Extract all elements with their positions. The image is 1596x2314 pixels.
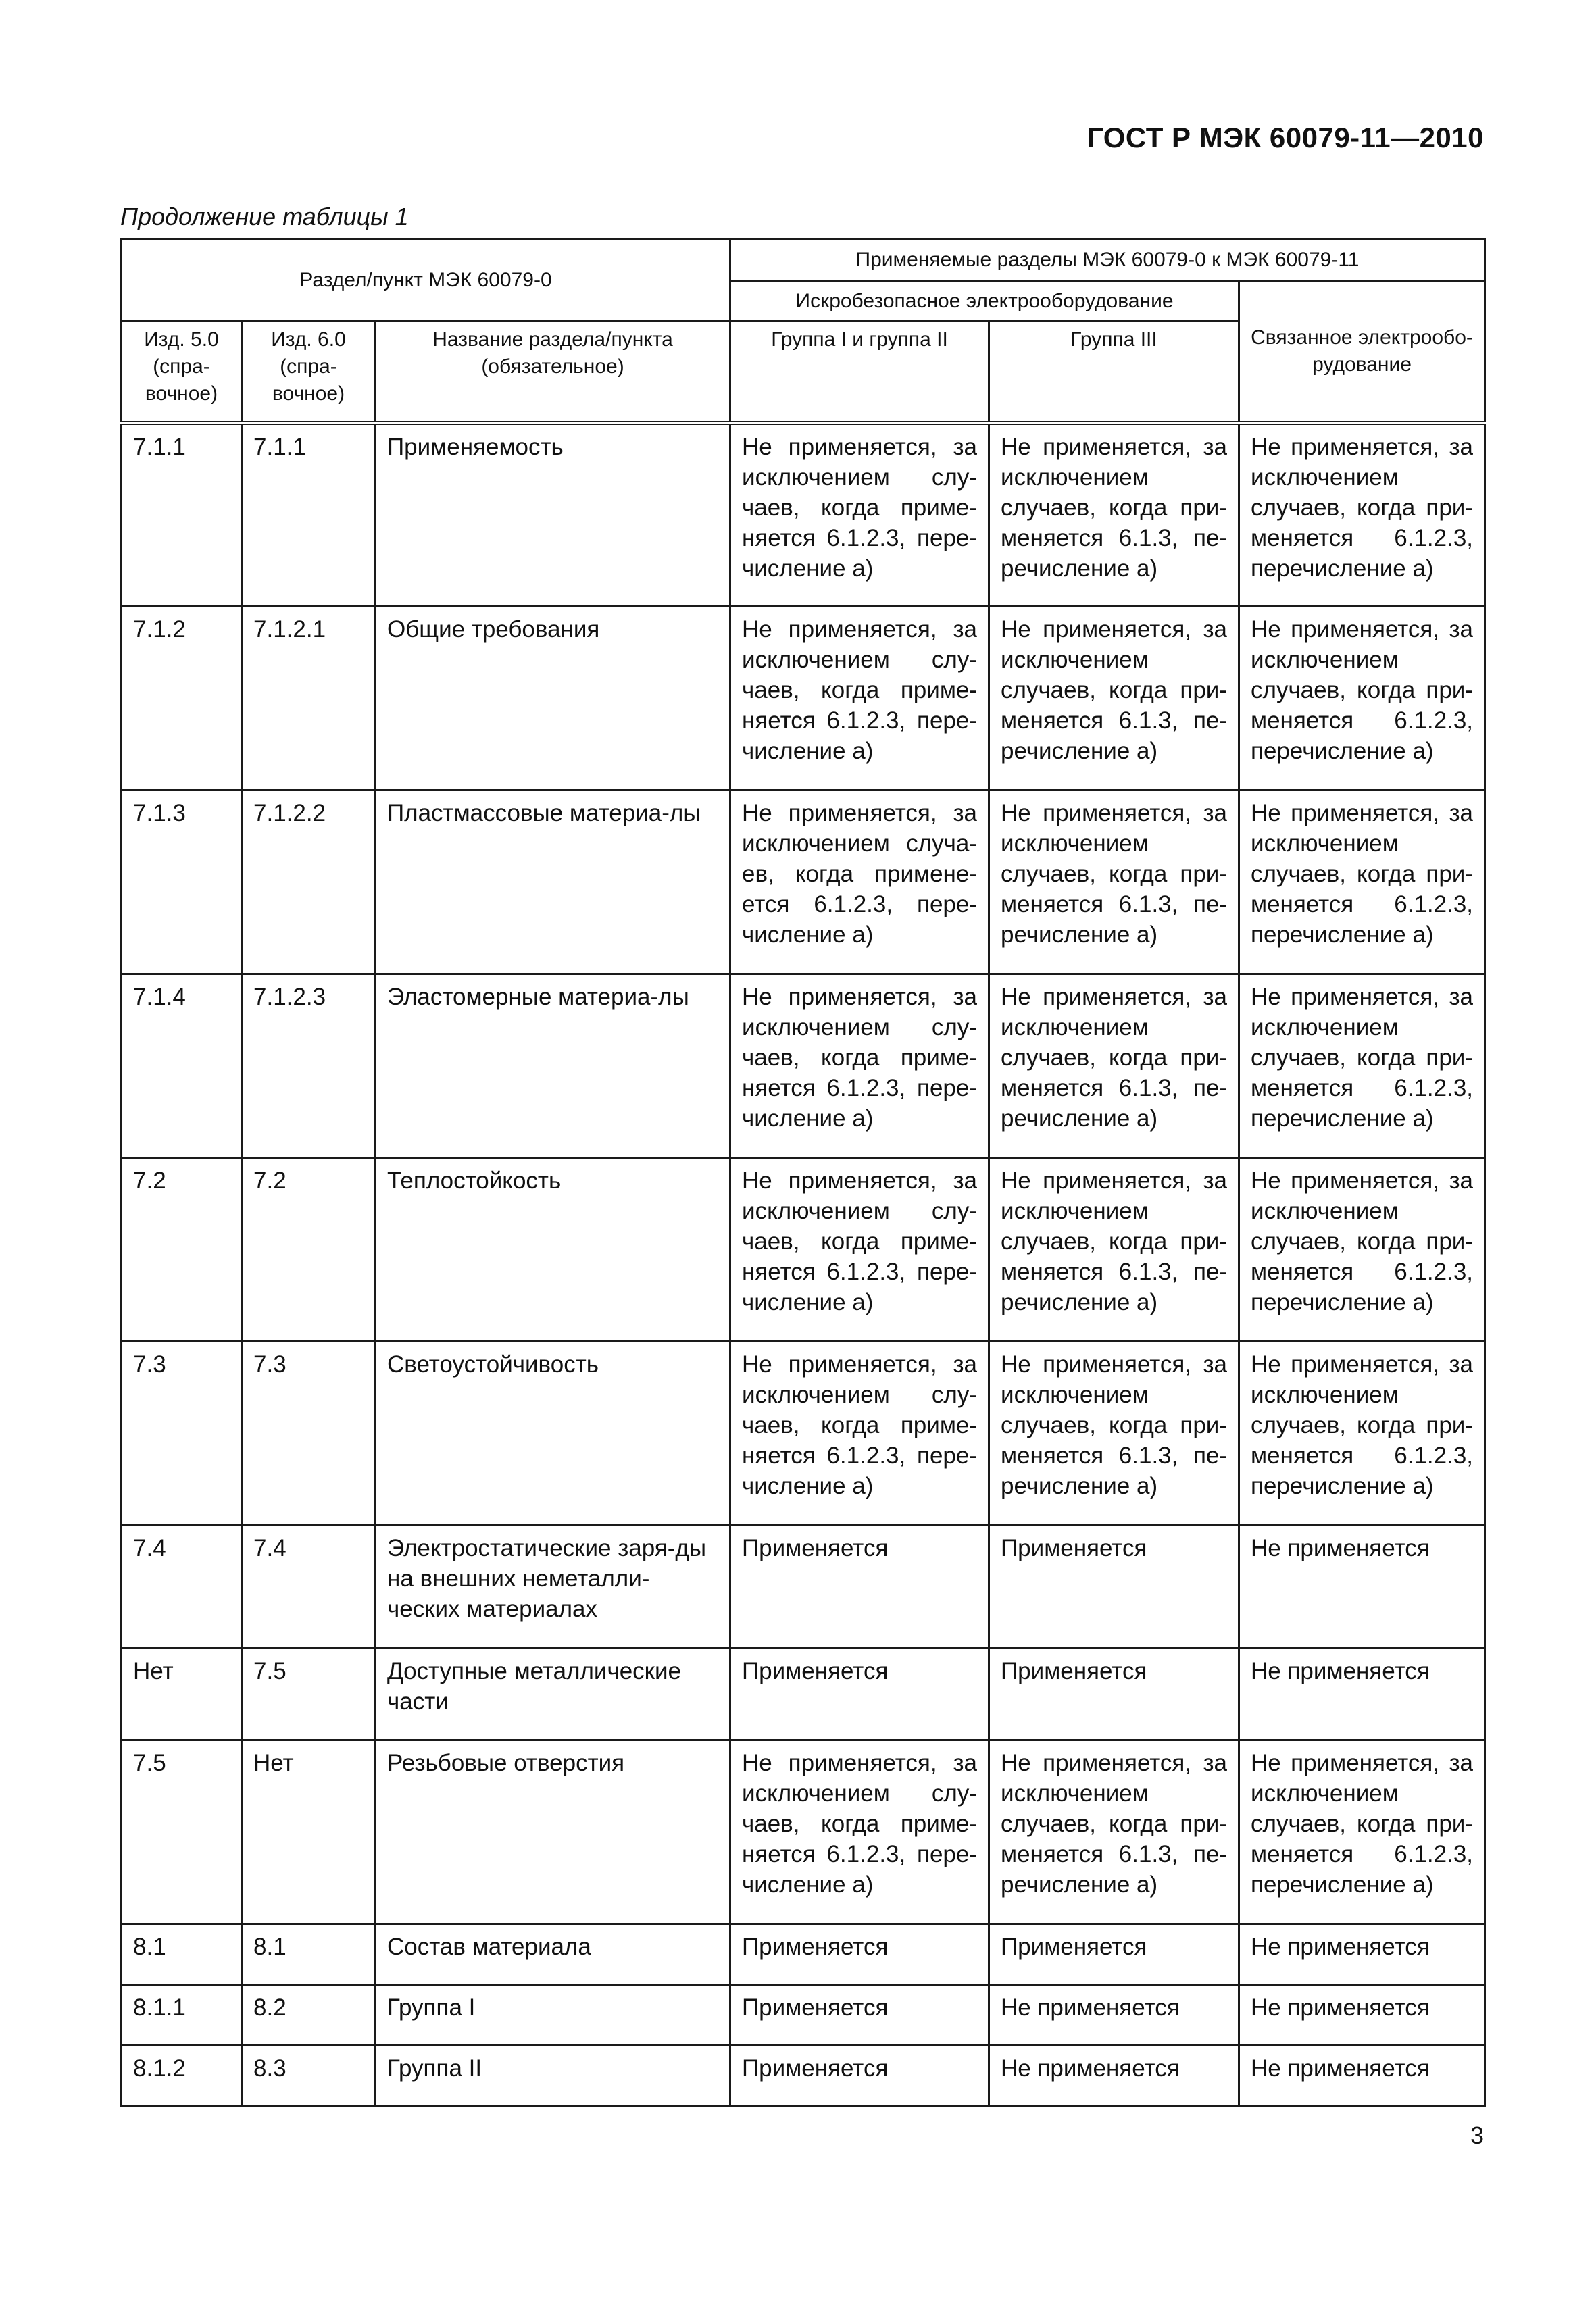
cell-name: Теплостойкость <box>376 1158 730 1342</box>
cell-name: Общие требования <box>376 607 730 790</box>
cell-group-iii: Не применяется, за исключением случаев, когда при-меняется 6.1.3, пе-речисление а) <box>989 974 1239 1158</box>
cell-associated: Не применяется <box>1239 2046 1485 2107</box>
cell-group-i-ii: Не применяется, за исключением слу-чаев, когда приме-няется 6.1.2.3, пере-числение а) <box>730 1740 989 1924</box>
cell-ed60: 8.3 <box>242 2046 376 2107</box>
cell-ed60: 7.1.2.1 <box>242 607 376 790</box>
cell-name: Применяемость <box>376 423 730 607</box>
cell-ed50: 7.1.2 <box>122 607 242 790</box>
table-row <box>122 1526 1485 1649</box>
cell-associated: Не применяется <box>1239 1526 1485 1649</box>
header-group-iii: Группа III <box>989 322 1239 423</box>
cell-associated: Не применяется <box>1239 1985 1485 2046</box>
cell-group-i-ii: Не применяется, за исключением слу-чаев, когда приме-няется 6.1.2.3, пере-числение а) <box>730 423 989 607</box>
page-number: 3 <box>1470 2121 1484 2149</box>
cell-ed50: 7.4 <box>122 1526 242 1649</box>
table-row <box>122 1924 1485 1985</box>
cell-name: Резьбовые отверстия <box>376 1740 730 1924</box>
cell-name: Состав материала <box>376 1924 730 1985</box>
cell-ed60: Нет <box>242 1740 376 1924</box>
cell-name: Светоустойчивость <box>376 1342 730 1526</box>
cell-group-iii: Не применяется, за исключением случаев, когда при-меняется 6.1.3, пе-речисление а) <box>989 790 1239 974</box>
cell-ed60: 7.2 <box>242 1158 376 1342</box>
table-row <box>122 974 1485 1158</box>
cell-associated: Не применяется, за исключением случаев, когда при-меняется 6.1.2.3, перечисление а) <box>1239 1158 1485 1342</box>
applicability-table <box>120 238 1486 2107</box>
cell-group-i-ii: Не применяется, за исключением слу-чаев, когда приме-няется 6.1.2.3, пере-числение а) <box>730 1342 989 1526</box>
cell-group-iii: Применяется <box>989 1526 1239 1649</box>
cell-ed50: 7.3 <box>122 1342 242 1526</box>
cell-associated: Не применяется, за исключением случаев, когда при-меняется 6.1.2.3, перечисление а) <box>1239 423 1485 607</box>
cell-ed50: 8.1.2 <box>122 2046 242 2107</box>
cell-group-iii: Применяется <box>989 1924 1239 1985</box>
cell-ed60: 7.4 <box>242 1526 376 1649</box>
table-continuation-caption: Продолжение таблицы 1 <box>120 203 409 230</box>
cell-group-i-ii: Не применяется, за исключением слу-чаев, когда приме-няется 6.1.2.3, пере-числение а) <box>730 1158 989 1342</box>
cell-ed60: 7.5 <box>242 1649 376 1740</box>
cell-group-iii: Применяется <box>989 1649 1239 1740</box>
cell-group-iii: Не применяется <box>989 1985 1239 2046</box>
cell-name: Группа II <box>376 2046 730 2107</box>
cell-group-i-ii: Не применяется, за исключением слу-чаев, когда приме-няется 6.1.2.3, пере-числение а) <box>730 607 989 790</box>
cell-ed60: 7.1.2.2 <box>242 790 376 974</box>
cell-ed50: 7.2 <box>122 1158 242 1342</box>
cell-group-i-ii: Не применяется, за исключением слу-чаев, когда приме-няется 6.1.2.3, пере-числение а) <box>730 974 989 1158</box>
cell-ed50: Нет <box>122 1649 242 1740</box>
cell-group-iii: Не применяется, за исключением случаев, когда при-меняется 6.1.3, пе-речисление а) <box>989 1740 1239 1924</box>
cell-associated: Не применяется, за исключением случаев, когда при-меняется 6.1.2.3, перечисление а) <box>1239 1740 1485 1924</box>
cell-group-iii: Не применяется, за исключением случаев, когда при-меняется 6.1.3, пе-речисление а) <box>989 423 1239 607</box>
cell-group-i-ii: Не применяется, за исключением случа-ев, когда примене-ется 6.1.2.3, пере-числение а) <box>730 790 989 974</box>
cell-name: Доступные металлические части <box>376 1649 730 1740</box>
header-associated: Связанное электрообо-рудование <box>1239 281 1485 423</box>
cell-name: Пластмассовые материа-лы <box>376 790 730 974</box>
header-section-group: Раздел/пункт МЭК 60079-0 <box>122 239 730 322</box>
cell-associated: Не применяется, за исключением случаев, когда при-меняется 6.1.2.3, перечисление а) <box>1239 1342 1485 1526</box>
header-intrinsic-group: Искробезопасное электрооборудование <box>730 281 1239 322</box>
cell-associated: Не применяется <box>1239 1649 1485 1740</box>
table-row <box>122 1649 1485 1740</box>
header-row-1 <box>122 239 1485 281</box>
cell-associated: Не применяется, за исключением случаев, когда при-меняется 6.1.2.3, перечисление а) <box>1239 790 1485 974</box>
cell-ed60: 7.3 <box>242 1342 376 1526</box>
cell-ed60: 8.1 <box>242 1924 376 1985</box>
table-row <box>122 1158 1485 1342</box>
cell-group-iii: Не применяется, за исключением случаев, когда при-меняется 6.1.3, пе-речисление а) <box>989 607 1239 790</box>
table-row <box>122 1740 1485 1924</box>
cell-associated: Не применяется <box>1239 1924 1485 1985</box>
header-ed50: Изд. 5.0 (спра-вочное) <box>122 322 242 423</box>
cell-group-i-ii: Применяется <box>730 1526 989 1649</box>
cell-ed50: 7.1.4 <box>122 974 242 1158</box>
document-code: ГОСТ Р МЭК 60079-11—2010 <box>1087 122 1484 153</box>
cell-associated: Не применяется, за исключением случаев, когда при-меняется 6.1.2.3, перечисление а) <box>1239 974 1485 1158</box>
cell-ed50: 8.1.1 <box>122 1985 242 2046</box>
cell-group-i-ii: Применяется <box>730 1924 989 1985</box>
cell-name: Эластомерные материа-лы <box>376 974 730 1158</box>
cell-ed50: 7.1.3 <box>122 790 242 974</box>
cell-associated: Не применяется, за исключением случаев, когда при-меняется 6.1.2.3, перечисление а) <box>1239 607 1485 790</box>
header-group-i-ii: Группа I и группа II <box>730 322 989 423</box>
table-row <box>122 607 1485 790</box>
cell-name: Группа I <box>376 1985 730 2046</box>
cell-ed60: 7.1.1 <box>242 423 376 607</box>
table-row <box>122 1985 1485 2046</box>
cell-group-iii: Не применяется, за исключением случаев, когда при-меняется 6.1.3, пе-речисление а) <box>989 1158 1239 1342</box>
table-row <box>122 2046 1485 2107</box>
header-name: Название раздела/пункта (обязательное) <box>376 322 730 423</box>
table-row <box>122 1342 1485 1526</box>
cell-ed50: 7.5 <box>122 1740 242 1924</box>
cell-ed60: 7.1.2.3 <box>242 974 376 1158</box>
cell-group-i-ii: Применяется <box>730 1985 989 2046</box>
table-row <box>122 423 1485 607</box>
header-applicable-group: Применяемые разделы МЭК 60079-0 к МЭК 60079-11 <box>730 239 1485 281</box>
cell-name: Электростатические заря-ды на внешних неметалли-ческих материалах <box>376 1526 730 1649</box>
cell-group-iii: Не применяется, за исключением случаев, когда при-меняется 6.1.3, пе-речисление а) <box>989 1342 1239 1526</box>
cell-group-i-ii: Применяется <box>730 1649 989 1740</box>
header-ed60: Изд. 6.0 (спра-вочное) <box>242 322 376 423</box>
cell-group-iii: Не применяется <box>989 2046 1239 2107</box>
cell-group-i-ii: Применяется <box>730 2046 989 2107</box>
cell-ed60: 8.2 <box>242 1985 376 2046</box>
table-row <box>122 790 1485 974</box>
cell-ed50: 7.1.1 <box>122 423 242 607</box>
cell-ed50: 8.1 <box>122 1924 242 1985</box>
